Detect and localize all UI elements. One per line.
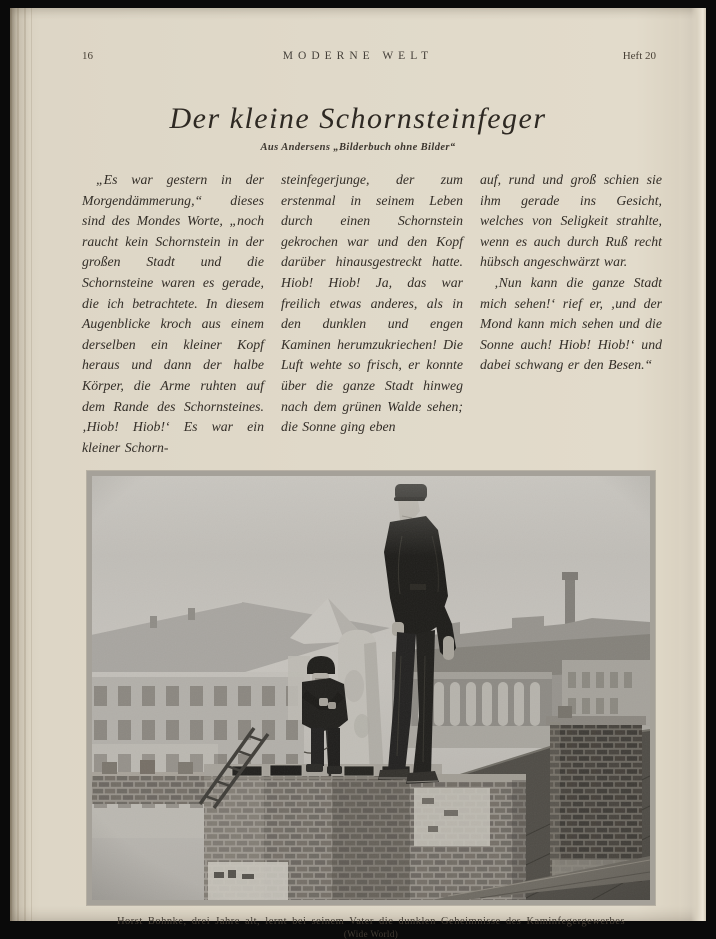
photo-credit: (Wide World) [343,929,399,939]
paragraph: ‚Nun kann die ganze Stadt mich sehen!‘ rief er, ‚und der Mond kann mich sehen und die Sonne auch! Hiob! Hiob!‘ und dabei schwang er den Besen.“ [480,274,662,373]
text-column-3 [480,170,662,458]
rooftop-photo-illustration [92,476,650,900]
page-number: 16 [82,50,93,62]
paragraph: „Es war gestern in der Morgendämmerung,“ dieses sind des Mondes Worte, „noch raucht kein Schornstein in der großen Stadt und die Schornsteine waren es gerade, die ich betrachtete. In diesem Augenblicke kroch aus einem derselben ein kleiner Kopf heraus und dann der halbe Körper, die Arme ruhten auf dem Rande des Schornsteines. ‚Hiob! Hiob!‘ Es war ein kleiner Schorn- [82,172,264,455]
magazine-page [10,8,706,939]
photo-caption: Horst Bohnke, drei Jahre alt, lernt bei seinem Vater die dunklen Geheimnisse des Kaminfegergewerbes [116,916,626,928]
paragraph: steinfegerjunge, der zum erstenmal in seinem Leben durch einen Schornstein gekrochen war und den Kopf darüber hinausgestreckt hatte. Hiob! Hiob! Ja, das war freilich etwas anderes, als in den dunklen und engen Kaminen herumzukriechen! Die Luft wehte so frisch, er konnte über die ganze Stadt hinweg nach dem grünen Walde sehen; die Sonne ging eben [281,172,463,435]
article-body [82,170,662,458]
photo-vignette [92,476,650,900]
running-head [10,50,706,64]
photo-frame [87,471,655,905]
photo-figure [87,471,655,939]
article-title: Der kleine Schornsteinfeger [169,102,547,135]
article-subtitle: Aus Andersens „Bilderbuch ohne Bilder“ [260,142,456,153]
text-column-1 [82,170,264,458]
issue-number: Heft 20 [622,50,656,62]
photo-caption-block [87,916,655,939]
text-column-2 [281,170,463,458]
journal-title: MODERNE WELT [282,50,434,62]
paragraph: auf, rund und groß schien sie ihm gerade ins Gesicht, welches von Seligkeit strahlte, wenn es auch durch Ruß recht hübsch angeschwärzt war. [480,172,662,270]
